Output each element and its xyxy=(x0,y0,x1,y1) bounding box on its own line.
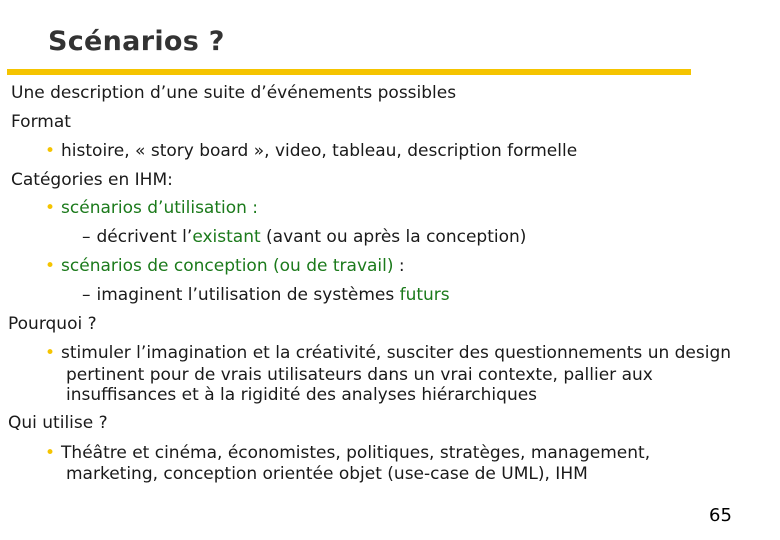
bullet-text: stimuler l’imagination et la créativité, susciter des questionnements un design xyxy=(61,343,732,363)
bullet-item xyxy=(45,256,405,276)
bullet-text: histoire, « story board », video, tableau, description formelle xyxy=(61,141,578,161)
text-line: Une description d’une suite d’événements possibles xyxy=(11,83,457,103)
sub-item xyxy=(82,227,526,247)
text-line: Qui utilise ? xyxy=(8,413,108,433)
sub-text-highlight: existant xyxy=(192,227,261,247)
bullet-icon: • xyxy=(45,141,56,161)
text-line: Catégories en IHM: xyxy=(11,170,173,190)
text-line: Pourquoi ? xyxy=(8,314,97,334)
bullet-item xyxy=(45,343,731,363)
sub-text-highlight: futurs xyxy=(399,285,450,305)
bullet-item xyxy=(45,141,577,161)
bullet-icon: • xyxy=(45,256,56,276)
bullet-item xyxy=(45,443,650,463)
bullet-icon: • xyxy=(45,443,56,463)
page-number: 65 xyxy=(709,505,732,526)
bullet-continuation: pertinent pour de vrais utilisateurs dans un vrai contexte, pallier aux xyxy=(66,365,653,385)
bullet-text: Théâtre et cinéma, économistes, politiques, stratèges, management, xyxy=(61,443,651,463)
title-underline xyxy=(7,69,691,75)
bullet-text: scénarios de conception (ou de travail) xyxy=(61,256,394,276)
text-line: Format xyxy=(11,112,71,132)
bullet-continuation: insuffisances et à la rigidité des analyses hiérarchiques xyxy=(66,385,538,405)
bullet-continuation: marketing, conception orientée objet (use-case de UML), IHM xyxy=(66,464,588,484)
bullet-text: scénarios d’utilisation : xyxy=(61,198,259,218)
bullet-icon: • xyxy=(45,343,56,363)
bullet-icon: • xyxy=(45,198,56,218)
sub-text: imaginent l’utilisation de systèmes xyxy=(96,285,400,305)
sub-text: (avant ou après la conception) xyxy=(260,227,527,247)
sub-item xyxy=(82,285,450,305)
dash-icon: – xyxy=(82,285,91,305)
bullet-item xyxy=(45,198,258,218)
dash-icon: – xyxy=(82,227,91,247)
slide-title: Scénarios ? xyxy=(48,26,225,57)
sub-text: décrivent l’ xyxy=(96,227,193,247)
bullet-text: : xyxy=(393,256,405,276)
